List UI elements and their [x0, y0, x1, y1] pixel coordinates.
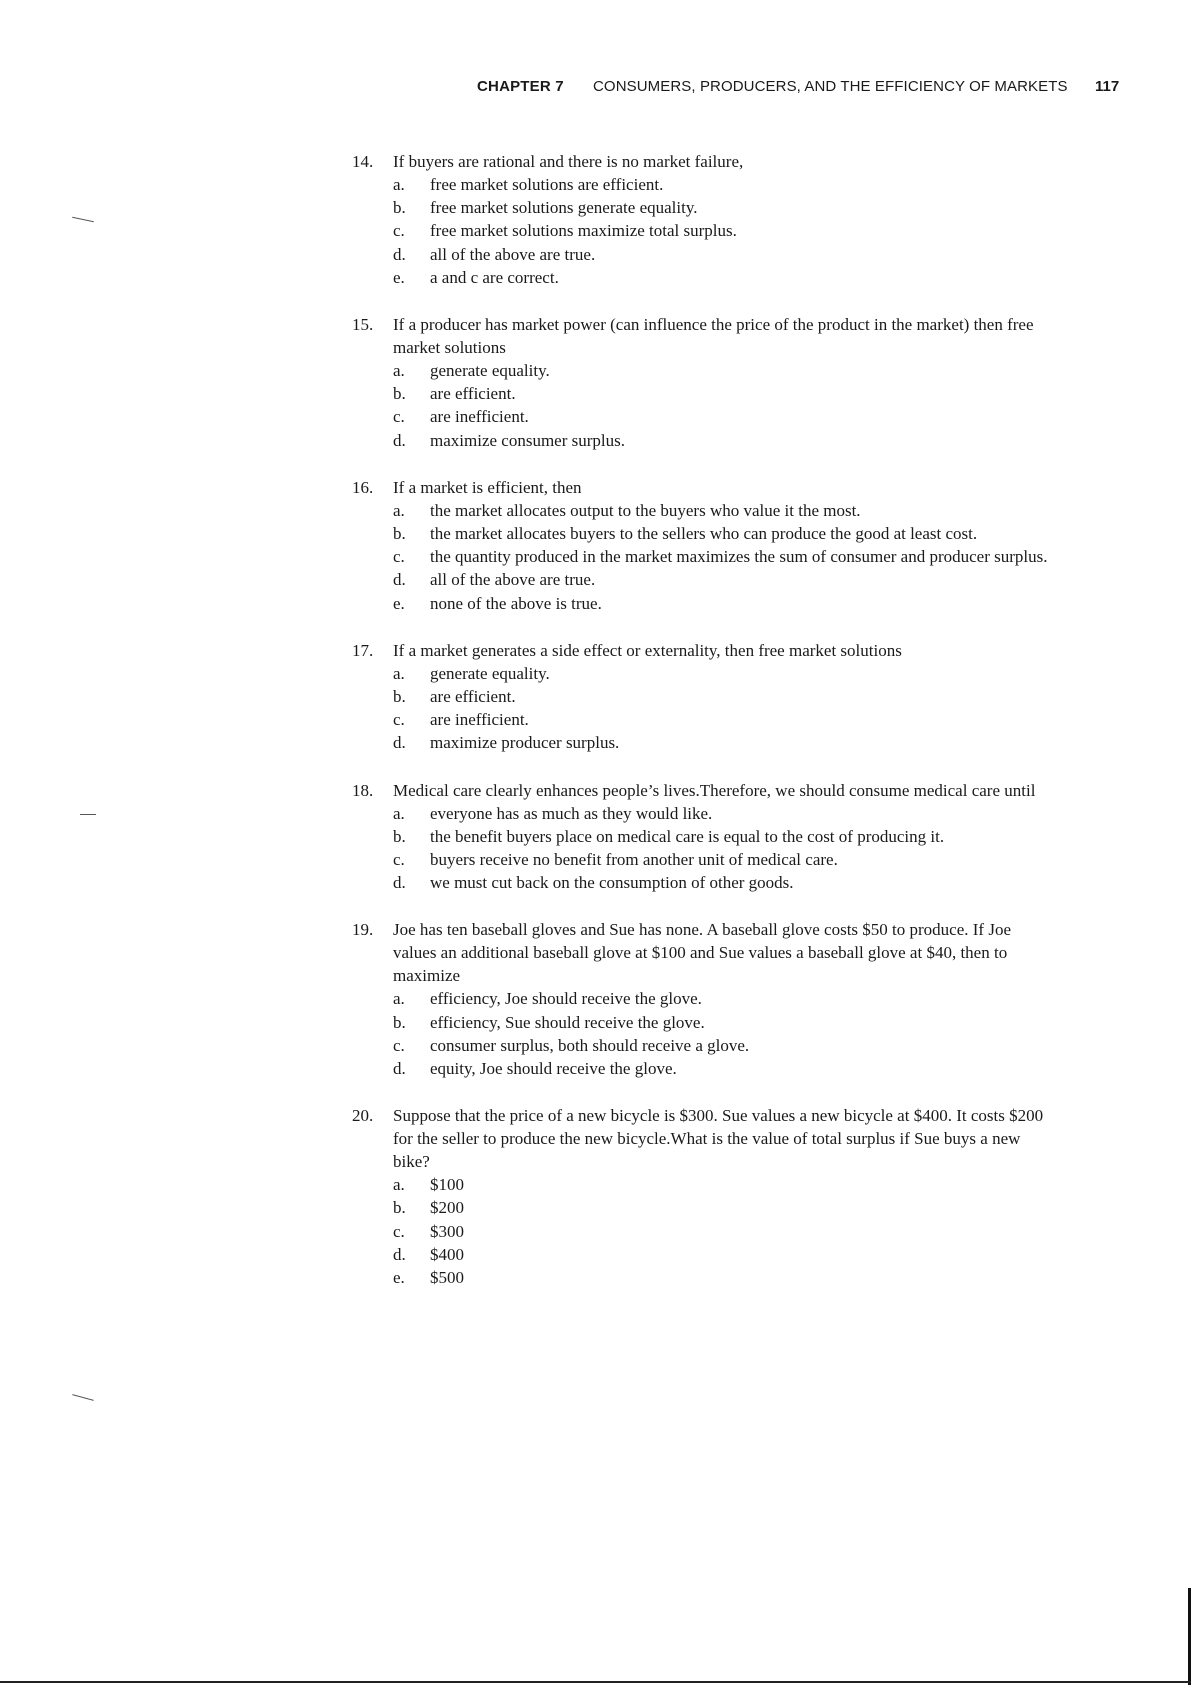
- option-letter: d.: [393, 430, 406, 450]
- option-letter: b.: [393, 1198, 406, 1218]
- answer-option: [393, 1243, 1052, 1266]
- option-text: are efficient.: [430, 687, 516, 707]
- question-number: 16.: [352, 477, 374, 497]
- option-text: the market allocates output to the buyers who value it the most.: [430, 500, 861, 520]
- question-text: Joe has ten baseball gloves and Sue has none. A baseball glove costs $50 to produce. If Joe values an additional baseball glove at $100 and Sue values a baseball glove at $40, then to maximize: [393, 920, 1012, 986]
- answer-option: [393, 871, 1052, 894]
- option-letter: c.: [393, 710, 405, 730]
- question-stem: [352, 639, 1052, 662]
- option-letter: b.: [393, 524, 406, 544]
- question-list: [352, 150, 1052, 1313]
- answer-option: [393, 243, 1052, 266]
- option-text: maximize producer surplus.: [430, 733, 620, 753]
- answer-option: [393, 825, 1052, 848]
- chapter-title: CONSUMERS, PRODUCERS, AND THE EFFICIENCY OF MARKETS: [593, 78, 1068, 95]
- option-text: the quantity produced in the market maximizes the sum of consumer and producer surplus.: [430, 547, 1048, 567]
- option-text: $500: [430, 1268, 464, 1288]
- question-text: If a producer has market power (can influence the price of the product in the market) then free market solutions: [393, 315, 1034, 358]
- answer-option: [393, 1196, 1052, 1219]
- option-text: are inefficient.: [430, 710, 529, 730]
- option-text: $200: [430, 1198, 464, 1218]
- question-18: [352, 779, 1052, 895]
- answer-option: [393, 708, 1052, 731]
- answer-option: [393, 522, 1052, 545]
- option-letter: b.: [393, 198, 406, 218]
- question-stem: [352, 476, 1052, 499]
- question-stem: [352, 779, 1052, 802]
- question-stem: [352, 150, 1052, 173]
- option-letter: d.: [393, 244, 406, 264]
- question-15: [352, 313, 1052, 452]
- option-letter: c.: [393, 407, 405, 427]
- option-letter: a.: [393, 663, 405, 683]
- answer-option: [393, 545, 1052, 568]
- option-letter: b.: [393, 1012, 406, 1032]
- question-20: [352, 1104, 1052, 1289]
- question-text: If a market generates a side effect or externality, then free market solutions: [393, 640, 902, 660]
- option-text: free market solutions generate equality.: [430, 198, 698, 218]
- question-number: 15.: [352, 315, 374, 335]
- question-number: 14.: [352, 152, 374, 171]
- answer-option: [393, 987, 1052, 1010]
- answer-option: [393, 1266, 1052, 1289]
- option-text: generate equality.: [430, 663, 550, 683]
- answer-options: [352, 802, 1052, 895]
- option-letter: a.: [393, 175, 405, 194]
- answer-option: [393, 429, 1052, 452]
- option-text: equity, Joe should receive the glove.: [430, 1059, 677, 1079]
- option-letter: d.: [393, 1059, 406, 1079]
- answer-option: [393, 1057, 1052, 1080]
- answer-option: [393, 662, 1052, 685]
- option-letter: c.: [393, 221, 405, 241]
- answer-option: [393, 173, 1052, 196]
- page-header: [0, 78, 1191, 102]
- answer-option: [393, 592, 1052, 615]
- question-number: 17.: [352, 640, 374, 660]
- answer-options: [352, 1173, 1052, 1289]
- answer-options: [352, 173, 1052, 289]
- option-text: the market allocates buyers to the sellers who can produce the good at least cost.: [430, 524, 978, 544]
- option-text: all of the above are true.: [430, 570, 596, 590]
- option-text: everyone has as much as they would like.: [430, 803, 713, 823]
- question-17: [352, 639, 1052, 755]
- option-letter: a.: [393, 803, 405, 823]
- option-text: maximize consumer surplus.: [430, 430, 625, 450]
- option-text: buyers receive no benefit from another unit of medical care.: [430, 850, 838, 870]
- option-letter: d.: [393, 570, 406, 590]
- scan-mark: [72, 1394, 94, 1401]
- answer-option: [393, 568, 1052, 591]
- option-text: $100: [430, 1175, 464, 1195]
- question-number: 20.: [352, 1106, 374, 1126]
- option-letter: c.: [393, 1035, 405, 1055]
- answer-options: [352, 662, 1052, 755]
- chapter-label: CHAPTER 7: [477, 78, 564, 95]
- option-letter: c.: [393, 850, 405, 870]
- answer-option: [393, 499, 1052, 522]
- option-letter: d.: [393, 873, 406, 893]
- option-letter: b.: [393, 826, 406, 846]
- scan-mark: [80, 814, 96, 815]
- option-text: are efficient.: [430, 384, 516, 404]
- question-number: 19.: [352, 920, 374, 940]
- option-letter: d.: [393, 733, 406, 753]
- page-number: 117: [1095, 78, 1120, 95]
- question-19: [352, 918, 1052, 1080]
- option-text: free market solutions are efficient.: [430, 175, 664, 194]
- option-text: a and c are correct.: [430, 267, 559, 287]
- option-letter: a.: [393, 989, 405, 1009]
- option-letter: a.: [393, 500, 405, 520]
- answer-option: [393, 405, 1052, 428]
- scan-bottom-edge: [0, 1681, 1191, 1683]
- option-letter: b.: [393, 384, 406, 404]
- question-text: If buyers are rational and there is no market failure,: [393, 152, 744, 171]
- answer-option: [393, 848, 1052, 871]
- option-letter: c.: [393, 547, 405, 567]
- scan-mark: [72, 217, 94, 223]
- option-text: consumer surplus, both should receive a glove.: [430, 1035, 750, 1055]
- answer-option: [393, 382, 1052, 405]
- answer-option: [393, 1220, 1052, 1243]
- question-number: 18.: [352, 780, 374, 800]
- option-text: none of the above is true.: [430, 593, 602, 613]
- option-text: free market solutions maximize total surplus.: [430, 221, 737, 241]
- option-text: efficiency, Sue should receive the glove.: [430, 1012, 705, 1032]
- option-text: are inefficient.: [430, 407, 529, 427]
- option-text: all of the above are true.: [430, 244, 596, 264]
- option-text: $400: [430, 1244, 464, 1264]
- question-stem: [352, 918, 1052, 987]
- question-16: [352, 476, 1052, 615]
- option-letter: a.: [393, 1175, 405, 1195]
- answer-option: [393, 219, 1052, 242]
- question-stem: [352, 1104, 1052, 1173]
- option-letter: e.: [393, 1268, 405, 1288]
- answer-options: [352, 499, 1052, 615]
- option-text: efficiency, Joe should receive the glove.: [430, 989, 702, 1009]
- answer-option: [393, 196, 1052, 219]
- option-letter: b.: [393, 687, 406, 707]
- question-text: Medical care clearly enhances people’s lives.Therefore, we should consume medical care until: [393, 780, 1036, 800]
- answer-option: [393, 802, 1052, 825]
- option-text: we must cut back on the consumption of other goods.: [430, 873, 794, 893]
- question-text: Suppose that the price of a new bicycle is $300. Sue values a new bicycle at $400. It costs $200 for the seller to produce the new bicycle.What is the value of total surplus if Sue buys a new bike?: [393, 1106, 1044, 1172]
- answer-option: [393, 266, 1052, 289]
- option-letter: e.: [393, 593, 405, 613]
- option-letter: e.: [393, 267, 405, 287]
- answer-options: [352, 987, 1052, 1080]
- answer-option: [393, 1034, 1052, 1057]
- option-text: generate equality.: [430, 361, 550, 381]
- option-letter: a.: [393, 361, 405, 381]
- answer-option: [393, 1011, 1052, 1034]
- answer-option: [393, 685, 1052, 708]
- option-letter: d.: [393, 1244, 406, 1264]
- answer-options: [352, 359, 1052, 452]
- question-14: [352, 150, 1052, 289]
- answer-option: [393, 359, 1052, 382]
- option-text: $300: [430, 1221, 464, 1241]
- option-letter: c.: [393, 1221, 405, 1241]
- answer-option: [393, 731, 1052, 754]
- option-text: the benefit buyers place on medical care is equal to the cost of producing it.: [430, 826, 945, 846]
- question-stem: [352, 313, 1052, 359]
- answer-option: [393, 1173, 1052, 1196]
- question-text: If a market is efficient, then: [393, 477, 582, 497]
